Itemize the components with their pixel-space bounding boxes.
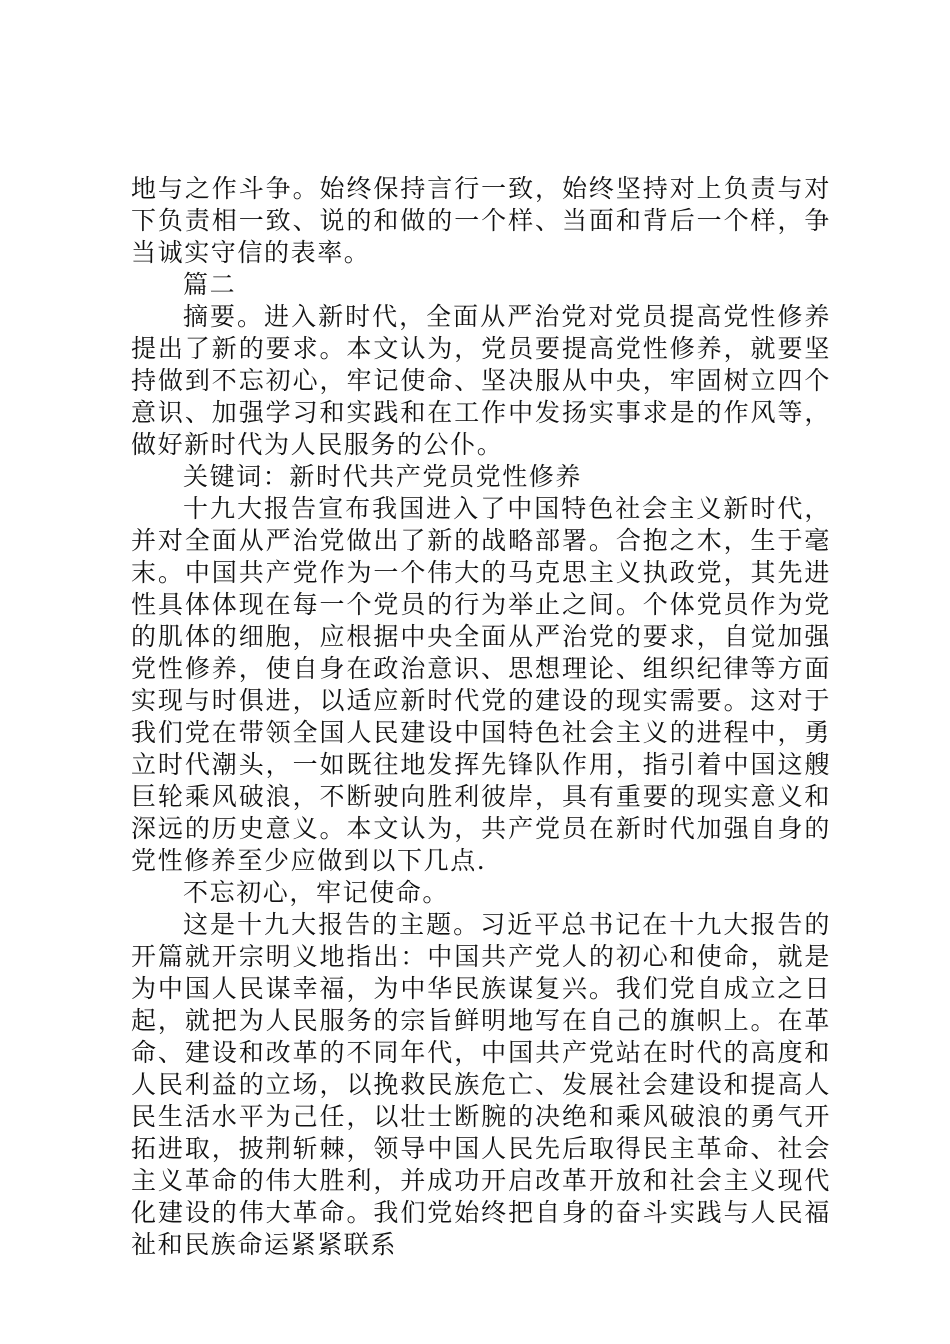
body-paragraph: 十九大报告宣布我国进入了中国特色社会主义新时代，并对全面从严治党做出了新的战略部署。合抱之木，生于毫末。中国共产党作为一个伟大的马克思主义执政党，其先进性具体体现在每一个党员的行为举止之间。个体党员作为党的肌体的细胞，应根据中央全面从严治党的要求，自觉加强党性修养，使自身在政治意识、思想理论、组织纪律等方面实现与时俱进，以适应新时代党的建设的现实需要。这对于我们党在带领全国人民建设中国特色社会主义的进程中，勇立时代潮头，一如既往地发挥先锋队作用，指引着中国这艘巨轮乘风破浪，不断驶向胜利彼岸，具有重要的现实意义和深远的历史意义。本文认为，共产党员在新时代加强自身的党性修养至少应做到以下几点.: [131, 494, 831, 875]
document-body: [131, 173, 831, 1261]
abstract-paragraph: 摘要。进入新时代，全面从严治党对党员提高党性修养提出了新的要求。本文认为，党员要提高党性修养，就要坚持做到不忘初心，牢记使命、坚决服从中央，牢固树立四个意识、加强学习和实践和在工作中发扬实事求是的作风等，做好新时代为人民服务的公仆。: [131, 302, 831, 459]
keywords-paragraph: 关键词：新时代共产党员党性修养: [183, 462, 583, 491]
body-paragraph: 这是十九大报告的主题。习近平总书记在十九大报告的开篇就开宗明义地指出：中国共产党人的初心和使命，就是为中国人民谋幸福，为中华民族谋复兴。我们党自成立之日起，就把为人民服务的宗旨鲜明地写在自己的旗帜上。在革命、建设和改革的不同年代，中国共产党站在时代的高度和人民利益的立场，以挽救民族危亡、发展社会建设和提高人民生活水平为己任，以壮士断腕的决绝和乘风破浪的勇气开拓进取，披荆斩棘，领导中国人民先后取得民主革命、社会主义革命的伟大胜利，并成功开启改革开放和社会主义现代化建设的伟大革命。我们党始终把自身的奋斗实践与人民福祉和民族命运紧紧联系: [131, 910, 831, 1259]
section-heading: 篇二: [183, 270, 237, 299]
subheading-paragraph: 不忘初心，牢记使命。: [183, 878, 450, 907]
paragraph-continuation: 地与之作斗争。始终保持言行一致，始终坚持对上负责与对下负责相一致、说的和做的一个样、当面和背后一个样，争当诚实守信的表率。: [131, 174, 831, 267]
